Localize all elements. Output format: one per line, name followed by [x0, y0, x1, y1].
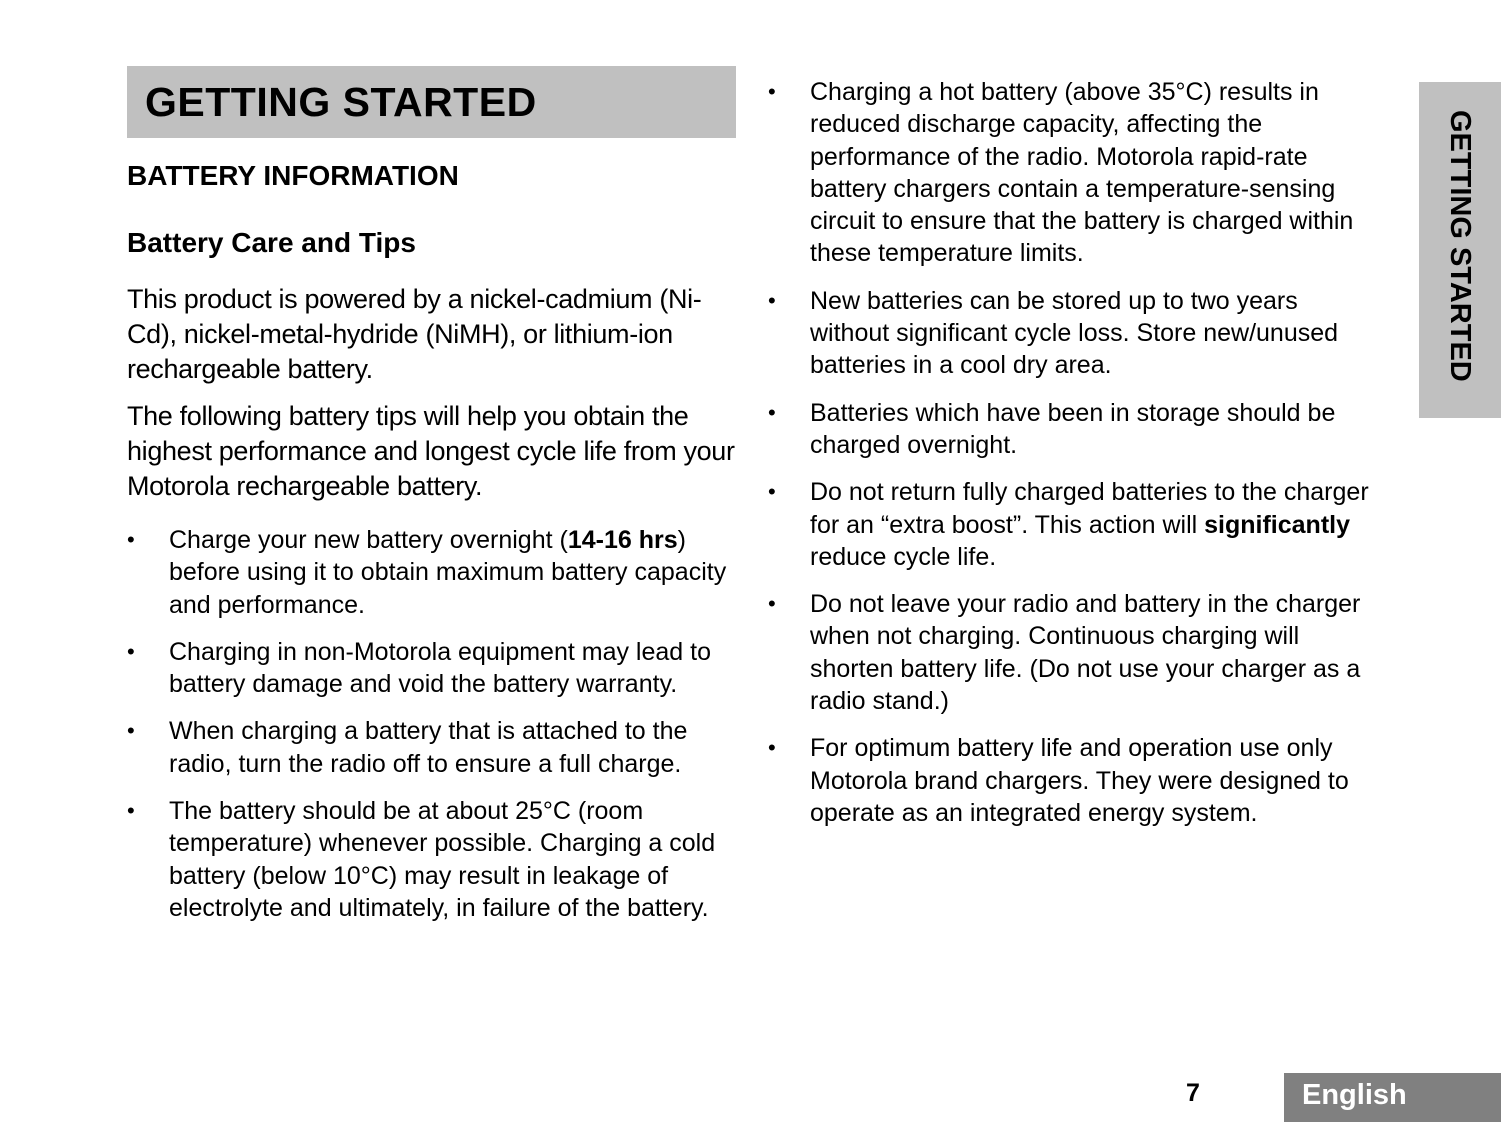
- bullet-bold-text: 14-16 hrs: [567, 526, 678, 554]
- bullet-bold-text: significantly: [1204, 510, 1351, 539]
- bullet-text: ) before using it to obtain maximum battery capacity and performance.: [169, 526, 727, 619]
- bullet-icon: •: [768, 735, 776, 761]
- bullet-item-non-motorola: [127, 636, 739, 701]
- bullet-text: Charge your new battery overnight (: [169, 526, 568, 554]
- bullet-icon: •: [768, 79, 776, 104]
- intro-paragraph-1: This product is powered by a nickel-cadmium (Ni-Cd), nickel-metal-hydride (NiMH), or lithium-ion rechargeable battery.: [127, 284, 702, 384]
- left-bullet-list: [127, 524, 739, 924]
- bullet-text: When charging a battery that is attached to the radio, turn the radio off to ensure a full charge.: [169, 717, 688, 778]
- bullet-item-brand-chargers: [768, 732, 1380, 829]
- bullet-item-hot-battery: [768, 76, 1380, 270]
- bullet-icon: •: [768, 399, 776, 425]
- bullet-item-radio-off: [127, 715, 739, 780]
- bullet-icon: •: [768, 479, 776, 505]
- language-label: English: [1302, 1079, 1407, 1111]
- right-bullet-list: [768, 76, 1380, 829]
- subsection-title: Battery Care and Tips: [127, 227, 416, 258]
- bullet-item-stored-batteries: [768, 397, 1380, 462]
- bullet-text: Do not return fully charged batteries to the charger for an “extra boost”. This action will: [810, 478, 1369, 539]
- bullet-item-storage: [768, 285, 1380, 382]
- intro-paragraph-2: The following battery tips will help you obtain the highest performance and longest cycle life from your Motorola rechargeable battery.: [127, 401, 735, 501]
- right-column: [768, 76, 1380, 844]
- language-tab: [1284, 1073, 1501, 1122]
- bullet-text: Do not leave your radio and battery in the charger when not charging. Continuous charging will shorten battery life. (Do not use your charger as a radio stand.): [810, 590, 1361, 716]
- bullet-text: Charging in non-Motorola equipment may lead to battery damage and void the battery warranty.: [169, 637, 711, 699]
- bullet-item-charge-overnight: [127, 524, 739, 621]
- page-title: GETTING STARTED: [145, 79, 537, 125]
- bullet-icon: •: [768, 287, 776, 313]
- bullet-icon: •: [127, 798, 135, 824]
- bullet-icon: •: [127, 718, 135, 744]
- bullet-text: The battery should be at about 25°C (room temperature) whenever possible. Charging a cold battery (below 10°C) may result in leakage of electrolyte and ultimately, in failure of the battery.: [169, 797, 716, 922]
- bullet-text: New batteries can be stored up to two years without significant cycle loss. Store new/unused batteries in a cool dry area.: [810, 286, 1339, 380]
- bullet-text: Batteries which have been in storage should be charged overnight.: [810, 398, 1336, 459]
- page-header: [127, 66, 736, 138]
- bullet-icon: •: [127, 527, 135, 552]
- bullet-item-temperature: [127, 795, 739, 924]
- left-column: [127, 282, 739, 939]
- bullet-text: For optimum battery life and operation use only Motorola brand chargers. They were designed to operate as an integrated energy system.: [810, 734, 1349, 827]
- side-chapter-tab: [1419, 82, 1501, 418]
- bullet-item-extra-boost: [768, 476, 1380, 573]
- bullet-icon: •: [127, 638, 135, 664]
- bullet-icon: •: [768, 591, 776, 617]
- bullet-text: Charging a hot battery (above 35°C) results in reduced discharge capacity, affecting the performance of the radio. Motorola rapid-rate battery chargers contain a temperature-sensing circuit to ensure that the battery is charged within these temperature limits.: [810, 78, 1354, 268]
- side-chapter-label: GETTING STARTED: [1444, 110, 1476, 382]
- bullet-text: reduce cycle life.: [810, 542, 997, 571]
- page-number: 7: [1186, 1079, 1200, 1107]
- section-title: BATTERY INFORMATION: [127, 160, 459, 191]
- bullet-item-charger-stand: [768, 588, 1380, 717]
